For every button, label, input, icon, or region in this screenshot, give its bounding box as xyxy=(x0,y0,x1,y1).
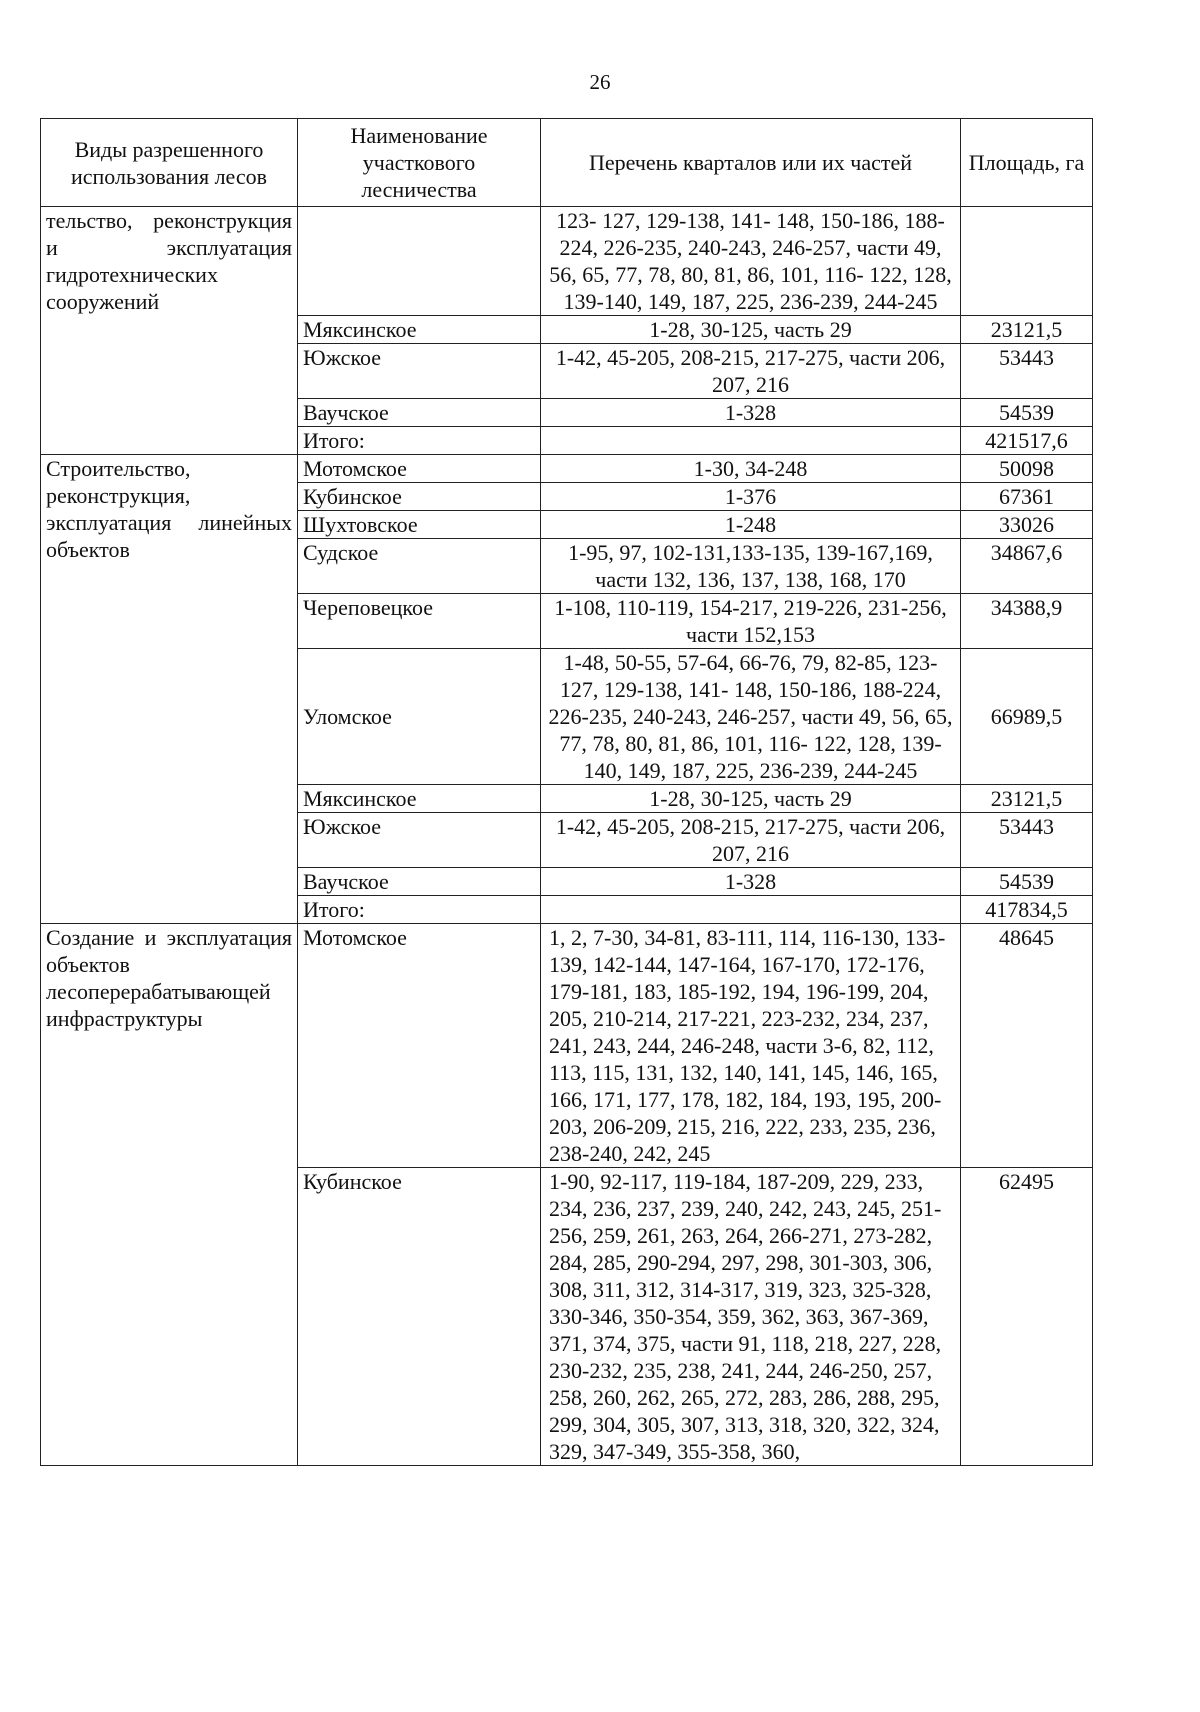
page-number: 26 xyxy=(589,70,611,94)
area-cell: 33026 xyxy=(961,511,1093,539)
area-cell: 53443 xyxy=(961,344,1093,399)
quarters-cell: 1-28, 30-125, часть 29 xyxy=(541,316,961,344)
quarters-cell: 1-30, 34-248 xyxy=(541,455,961,483)
area-cell: 23121,5 xyxy=(961,316,1093,344)
forestry-cell: Южское xyxy=(298,813,541,868)
forestry-cell: Кубинское xyxy=(298,1168,541,1466)
quarters-cell: 1-95, 97, 102-131,133-135, 139-167,169, части 132, 136, 137, 138, 168, 170 xyxy=(541,539,961,594)
use-type-cell: Создание и эксплуатация объектов лесоперерабатывающей инфраструктуры xyxy=(41,924,298,1466)
quarters-cell: 123- 127, 129-138, 141- 148, 150-186, 188-224, 226-235, 240-243, 246-257, части 49, 56, 65, 77, 78, 80, 81, 86, 101, 116- 122, 128, 139-140, 149, 187, 225, 236-239, 244-245 xyxy=(541,207,961,316)
table-row xyxy=(41,207,1093,316)
table-header-row xyxy=(41,119,1093,207)
forestry-cell: Итого: xyxy=(298,896,541,924)
area-cell: 34867,6 xyxy=(961,539,1093,594)
area-cell: 66989,5 xyxy=(961,649,1093,785)
forestry-cell: Мотомское xyxy=(298,455,541,483)
area-cell: 54539 xyxy=(961,868,1093,896)
header-quarters: Перечень кварталов или их частей xyxy=(541,119,961,207)
forestry-cell xyxy=(298,207,541,316)
area-cell xyxy=(961,207,1093,316)
total-area-cell: 417834,5 xyxy=(961,896,1093,924)
quarters-cell: 1-108, 110-119, 154-217, 219-226, 231-256, части 152,153 xyxy=(541,594,961,649)
area-cell: 50098 xyxy=(961,455,1093,483)
quarters-cell: 1-248 xyxy=(541,511,961,539)
forestry-cell: Кубинское xyxy=(298,483,541,511)
header-area: Площадь, га xyxy=(961,119,1093,207)
forestry-cell: Мяксинское xyxy=(298,785,541,813)
quarters-cell: 1-48, 50-55, 57-64, 66-76, 79, 82-85, 123- 127, 129-138, 141- 148, 150-186, 188-224, 226-235, 240-243, 246-257, части 49, 56, 65, 77, 78, 80, 81, 86, 101, 116- 122, 128, 139-140, 149, 187, 225, 236-239, 244-245 xyxy=(541,649,961,785)
quarters-cell: 1-28, 30-125, часть 29 xyxy=(541,785,961,813)
quarters-cell xyxy=(541,427,961,455)
quarters-cell: 1-42, 45-205, 208-215, 217-275, части 206, 207, 216 xyxy=(541,344,961,399)
header-use-type: Виды разрешенного использования лесов xyxy=(41,119,298,207)
use-type-cell: тельство, реконструкция и эксплуатация гидротехнических сооружений xyxy=(41,207,298,455)
forestry-cell: Ваучское xyxy=(298,868,541,896)
forestry-cell: Шухтовское xyxy=(298,511,541,539)
total-area-cell: 421517,6 xyxy=(961,427,1093,455)
table-row xyxy=(41,924,1093,1168)
quarters-cell: 1, 2, 7-30, 34-81, 83-111, 114, 116-130, 133-139, 142-144, 147-164, 167-170, 172-176, 179-181, 183, 185-192, 194, 196-199, 204, 205, 210-214, 217-221, 223-232, 234, 237, 241, 243, 244, 246-248, части 3-6, 82, 112, 113, 115, 131, 132, 140, 141, 145, 146, 165, 166, 171, 177, 178, 182, 184, 193, 195, 200-203, 206-209, 215, 216, 222, 233, 235, 236, 238-240, 242, 245 xyxy=(541,924,961,1168)
header-forestry: Наименование участкового лесничества xyxy=(298,119,541,207)
area-cell: 48645 xyxy=(961,924,1093,1168)
forestry-cell: Череповецкое xyxy=(298,594,541,649)
forestry-cell: Ваучское xyxy=(298,399,541,427)
area-cell: 53443 xyxy=(961,813,1093,868)
area-cell: 67361 xyxy=(961,483,1093,511)
area-cell: 34388,9 xyxy=(961,594,1093,649)
quarters-cell: 1-42, 45-205, 208-215, 217-275, части 206, 207, 216 xyxy=(541,813,961,868)
forestry-cell: Уломское xyxy=(298,649,541,785)
quarters-cell: 1-328 xyxy=(541,399,961,427)
quarters-cell: 1-328 xyxy=(541,868,961,896)
forestry-cell: Итого: xyxy=(298,427,541,455)
quarters-cell: 1-90, 92-117, 119-184, 187-209, 229, 233, 234, 236, 237, 239, 240, 242, 243, 245, 251-256, 259, 261, 263, 264, 266-271, 273-282, 284, 285, 290-294, 297, 298, 301-303, 306, 308, 311, 312, 314-317, 319, 323, 325-328, 330-346, 350-354, 359, 362, 363, 367-369, 371, 374, 375, части 91, 118, 218, 227, 228, 230-232, 235, 238, 241, 244, 246-250, 257, 258, 260, 262, 265, 272, 283, 286, 288, 295, 299, 304, 305, 307, 313, 318, 320, 322, 324, 329, 347-349, 355-358, 360, xyxy=(541,1168,961,1466)
quarters-cell: 1-376 xyxy=(541,483,961,511)
area-cell: 23121,5 xyxy=(961,785,1093,813)
table-row xyxy=(41,455,1093,483)
forestry-cell: Мотомское xyxy=(298,924,541,1168)
quarters-cell xyxy=(541,896,961,924)
area-cell: 54539 xyxy=(961,399,1093,427)
forestry-cell: Южское xyxy=(298,344,541,399)
forest-use-table xyxy=(40,118,1093,1466)
area-cell: 62495 xyxy=(961,1168,1093,1466)
forestry-cell: Судское xyxy=(298,539,541,594)
use-type-cell: Строительство, реконструкция, эксплуатация линейных объектов xyxy=(41,455,298,924)
forestry-cell: Мяксинское xyxy=(298,316,541,344)
